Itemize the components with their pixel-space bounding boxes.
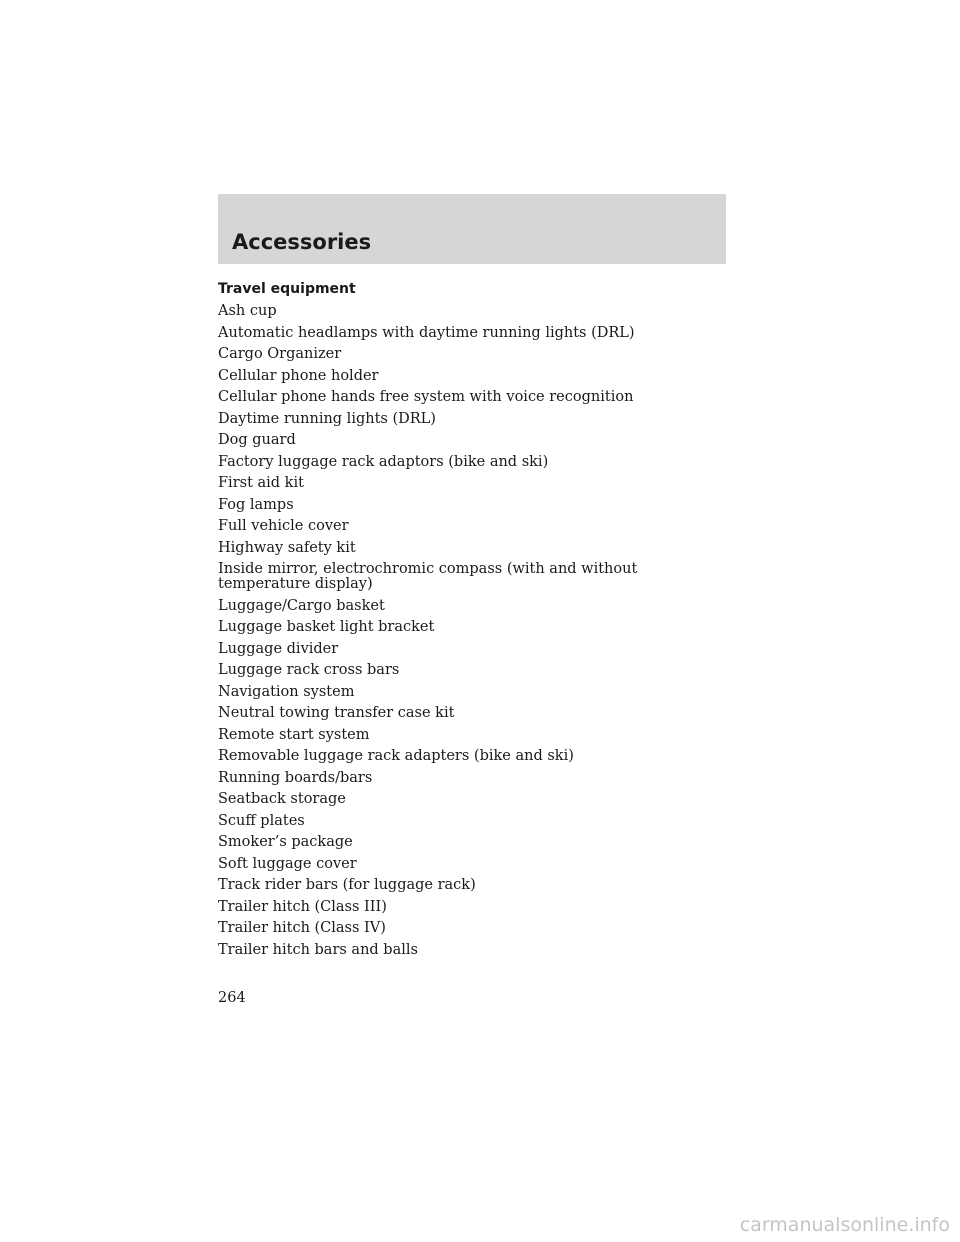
list-item: Luggage divider [218,640,339,657]
subsection-heading: Travel equipment [218,281,356,297]
list-item: First aid kit [218,475,304,491]
list-item: Soft luggage cover [218,855,357,872]
list-item: Trailer hitch bars and balls [218,941,418,958]
page-content [218,279,718,960]
list-item: Full vehicle cover [218,518,349,534]
list-item: Trailer hitch (Class III) [218,898,387,915]
list-item: Seatback storage [218,791,346,807]
accessory-list [218,300,718,960]
list-item: Luggage rack cross bars [218,662,400,678]
list-item: Track rider bars (for luggage rack) [218,877,476,893]
section-header-band [218,194,726,264]
list-item: Trailer hitch (Class IV) [218,920,386,936]
list-item: Removable luggage rack adapters (bike and ski) [218,748,574,764]
list-item: Smoker’s package [218,834,353,850]
list-item: Luggage/Cargo basket [218,597,385,614]
list-item: Automatic headlamps with daytime running lights (DRL) [218,324,635,341]
list-item: Dog guard [218,432,296,448]
list-item: Scuff plates [218,812,305,829]
list-item: Daytime running lights (DRL) [218,410,436,427]
list-item: Ash cup [218,303,277,319]
list-item: Luggage basket light bracket [218,619,435,635]
list-item: Remote start system [218,726,370,743]
list-item: Cargo Organizer [218,346,342,362]
list-item: Inside mirror, electrochromic compass (with and without temperature display) [218,561,638,592]
list-item: Navigation system [218,683,355,700]
list-item: Neutral towing transfer case kit [218,705,455,721]
page-number: 264 [218,990,246,1006]
list-item: Factory luggage rack adaptors (bike and ski) [218,453,549,470]
list-item: Fog lamps [218,496,294,513]
section-title: Accessories [232,230,372,254]
list-item: Running boards/bars [218,769,373,786]
list-item: Highway safety kit [218,539,356,556]
list-item: Cellular phone hands free system with voice recognition [218,389,634,405]
list-item: Cellular phone holder [218,367,379,384]
site-watermark: carmanualsonline.info [739,1214,950,1236]
